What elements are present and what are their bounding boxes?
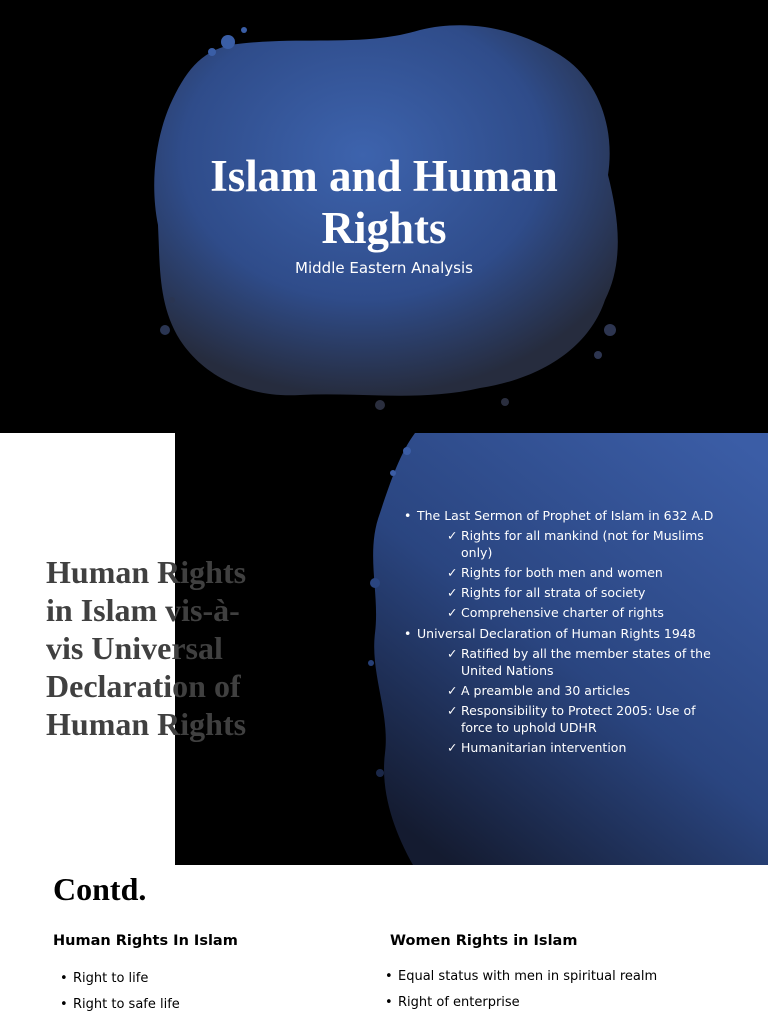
list-item-text: Ratified by all the member states of the United Nations bbox=[461, 646, 711, 678]
list-item bbox=[402, 625, 722, 756]
list-item-text: Universal Declaration of Human Rights 1948 bbox=[417, 626, 696, 641]
list-item-text: Rights for all mankind (not for Muslims only) bbox=[461, 528, 704, 560]
bullet-icon: • bbox=[385, 969, 393, 984]
bullet-icon: • bbox=[60, 971, 68, 986]
list-item-text: Humanitarian intervention bbox=[461, 740, 627, 755]
bullet-content bbox=[402, 507, 722, 760]
list-item bbox=[417, 604, 722, 621]
bullet-icon: • bbox=[404, 508, 412, 523]
list-item bbox=[402, 507, 722, 621]
column-heading-right: Women Rights in Islam bbox=[390, 933, 578, 949]
list-item bbox=[383, 994, 657, 1020]
list-item bbox=[417, 645, 722, 679]
list-item bbox=[417, 702, 722, 736]
list-item-text: The Last Sermon of Prophet of Islam in 632 A.D bbox=[417, 508, 714, 523]
list-item-text: Right to life bbox=[73, 971, 149, 986]
list-item-text: Rights for both men and women bbox=[461, 565, 663, 580]
list-item bbox=[58, 996, 180, 1022]
slide-heading: Human Rights in Islam vis-à-vis Universal Declaration of Human Rights bbox=[46, 554, 247, 742]
slide-title-heading: Islam and Human Rights bbox=[210, 151, 558, 253]
list-item bbox=[383, 968, 657, 994]
checkmark-icon: ✓ bbox=[447, 646, 458, 661]
checkmark-icon: ✓ bbox=[447, 605, 458, 620]
column-heading-left: Human Rights In Islam bbox=[53, 933, 238, 949]
list-item-text: Rights for all strata of society bbox=[461, 585, 646, 600]
checkmark-icon: ✓ bbox=[447, 703, 458, 718]
slide-title bbox=[0, 0, 768, 433]
right-list bbox=[383, 968, 657, 1020]
list-item-text: Equal status with men in spiritual realm bbox=[398, 969, 658, 984]
left-list bbox=[58, 970, 180, 1022]
list-item-text: Responsibility to Protect 2005: Use of force to uphold UDHR bbox=[461, 703, 696, 735]
checkmark-icon: ✓ bbox=[447, 740, 458, 755]
slide-subtitle: Middle Eastern Analysis bbox=[295, 259, 473, 277]
list-item-text: Comprehensive charter of rights bbox=[461, 605, 664, 620]
slide-comparison bbox=[0, 433, 768, 865]
list-item bbox=[417, 682, 722, 699]
bullet-icon: • bbox=[385, 995, 393, 1010]
bullet-icon: • bbox=[404, 626, 412, 641]
list-item-text: Right to safe life bbox=[73, 997, 180, 1012]
list-item-text: A preamble and 30 articles bbox=[461, 683, 631, 698]
list-item-text: Right of enterprise bbox=[398, 995, 520, 1010]
slide-contd bbox=[0, 865, 768, 1024]
slide-heading: Contd. bbox=[53, 871, 147, 907]
bullet-icon: • bbox=[60, 997, 68, 1012]
list-item bbox=[58, 970, 180, 996]
list-item bbox=[417, 739, 722, 756]
list-item bbox=[417, 527, 722, 561]
checkmark-icon: ✓ bbox=[447, 585, 458, 600]
list-item bbox=[417, 564, 722, 581]
checkmark-icon: ✓ bbox=[447, 683, 458, 698]
list-item bbox=[417, 584, 722, 601]
checkmark-icon: ✓ bbox=[447, 565, 458, 580]
checkmark-icon: ✓ bbox=[447, 528, 458, 543]
